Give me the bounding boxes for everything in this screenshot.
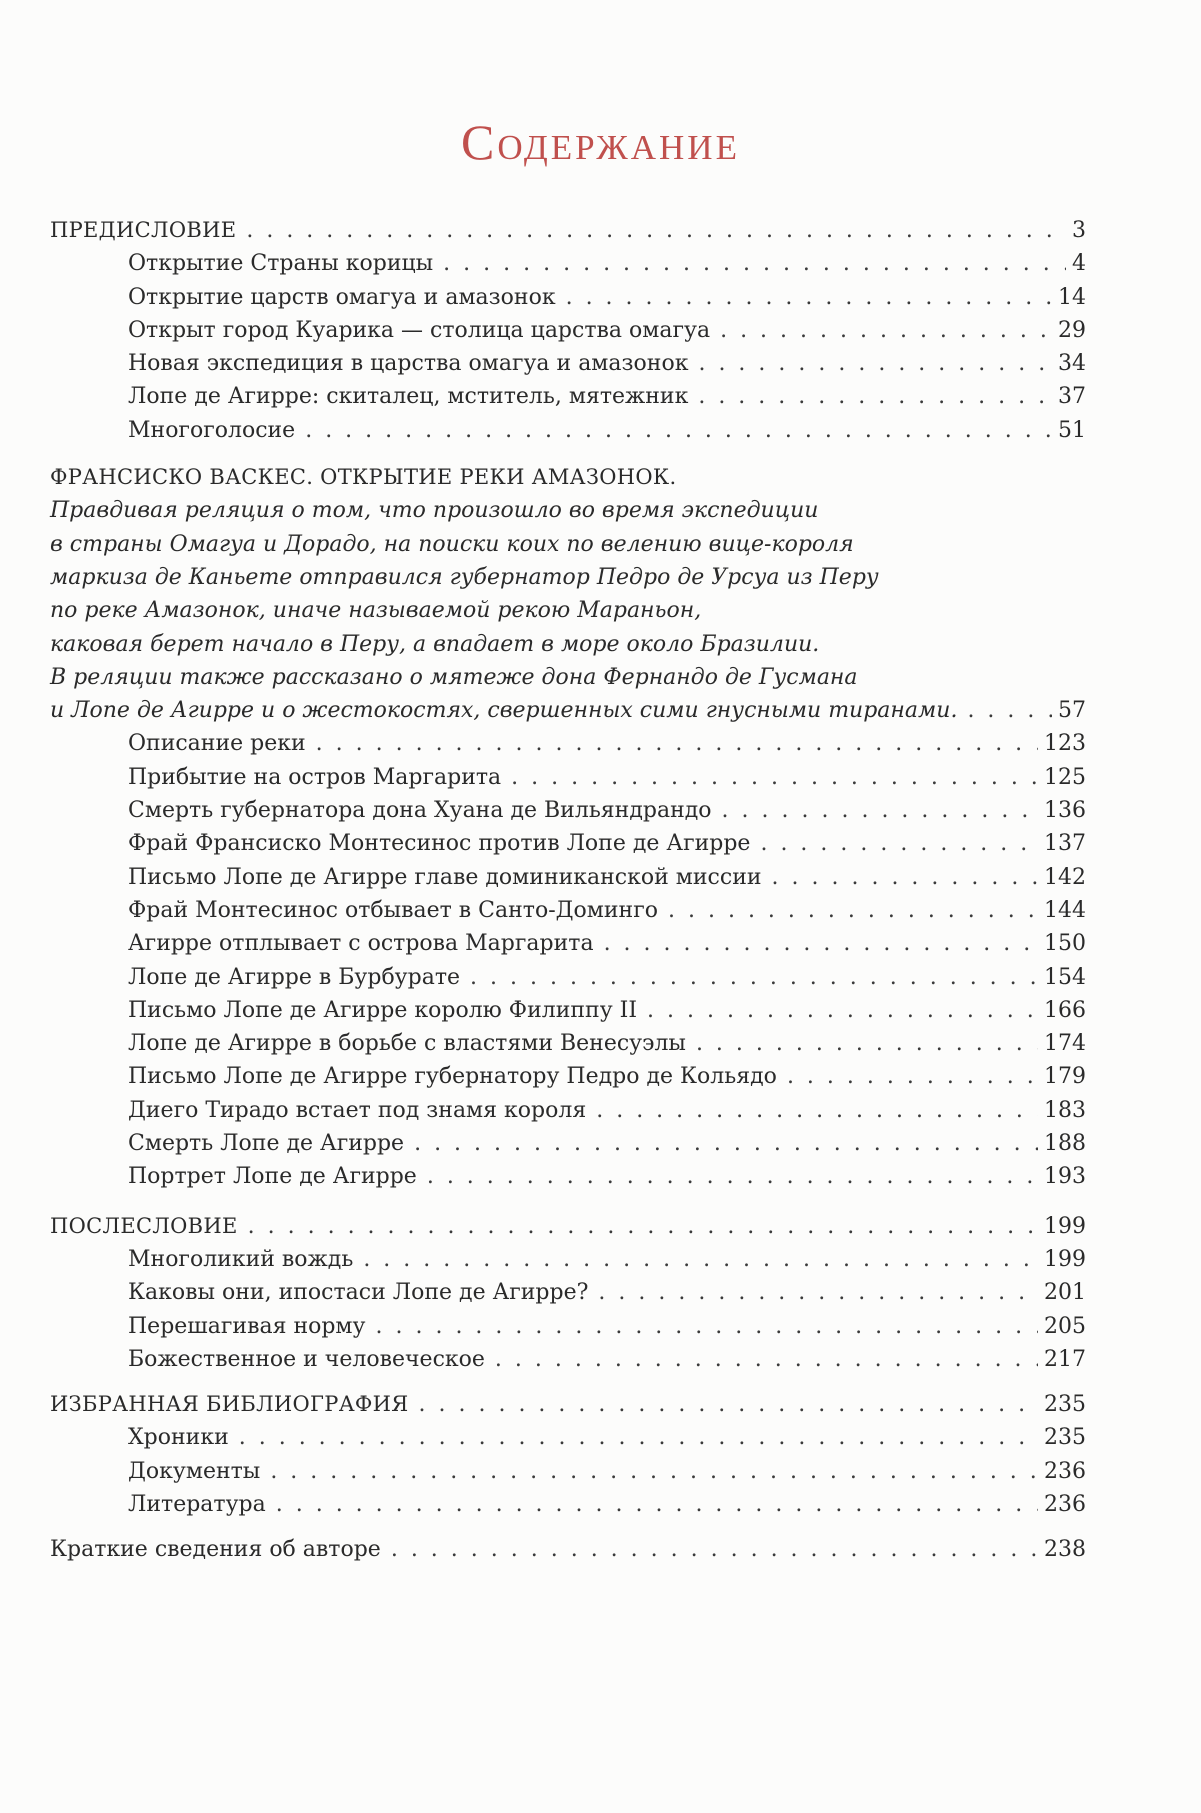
toc-subentry[interactable] [50,961,1086,994]
toc-entry-afterword[interactable] [50,1210,1086,1243]
toc-entry-label: Хроники [128,1425,229,1451]
dot-leader [596,1094,1038,1127]
dot-leader [722,794,1038,827]
dot-leader [276,1488,1038,1521]
toc-page-number: 51 [1058,417,1086,443]
toc-subentry[interactable] [50,1343,1086,1376]
toc-entry-author[interactable] [50,1533,1086,1566]
toc-entry-label: Перешагивая норму [128,1313,366,1339]
toc-subentry[interactable] [50,1310,1086,1343]
toc-page-number: 29 [1058,317,1086,343]
toc-page-number: 37 [1058,384,1086,410]
toc-subentry[interactable] [50,827,1086,860]
toc-page-number: 144 [1044,897,1086,923]
toc-subentry[interactable] [50,727,1086,760]
toc-page-number: 193 [1044,1164,1086,1190]
dot-leader [316,727,1038,760]
toc-entry-label: Письмо Лопе де Агирре королю Филиппу II [128,997,638,1023]
toc-entry-label: Лопе де Агирре в Бурбурате [128,964,461,990]
toc-entry-label: Многоликий вождь [128,1246,354,1272]
dot-leader [470,961,1038,994]
toc-subentry[interactable] [50,414,1086,447]
toc-entry-label: Краткие сведения об авторе [50,1537,381,1563]
toc-entry-label: Документы [128,1458,261,1484]
toc-page-number: 236 [1044,1458,1086,1484]
toc-page-number: 199 [1044,1213,1086,1239]
toc-subtitle-line: по реке Амазонок, иначе называемой рекою Мараньон, [50,598,702,624]
toc-entry-label: Смерть губернатора дона Хуана де Вильяндрандо [128,798,712,824]
toc-subentry[interactable] [50,1060,1086,1093]
toc-entry-label: Лопе де Агирре: скиталец, мститель, мятежник [128,384,689,410]
toc-page-number: 179 [1044,1064,1086,1090]
dot-leader [698,380,1052,413]
dot-leader [511,761,1038,794]
dot-leader [443,247,1066,280]
toc-entry-label: Открытие Страны корицы [128,251,434,277]
toc-entry-label: Многоголосие [128,417,296,443]
dot-leader [698,347,1052,380]
toc-subtitle-line: каковая берет начало в Перу, а впадает в море около Бразилии. [50,631,820,657]
toc-page-number: 183 [1044,1097,1086,1123]
toc-subentry[interactable] [50,794,1086,827]
toc-page-number: 236 [1044,1491,1086,1517]
toc-entry-label: Лопе де Агирре в борьбе с властями Венесуэлы [128,1031,686,1057]
toc-page-number: 174 [1044,1031,1086,1057]
toc-page-number: 34 [1058,351,1086,377]
toc-page-number: 199 [1044,1246,1086,1272]
toc-subentry[interactable] [50,927,1086,960]
dot-leader [787,1060,1038,1093]
toc-entry-label: Описание реки [128,731,306,757]
dot-leader [419,1388,1038,1421]
toc-subentry[interactable] [50,347,1086,380]
toc-subentry[interactable] [50,314,1086,347]
toc-entry-label: Прибытие на остров Маргарита [128,764,502,790]
toc-subentry[interactable] [50,281,1086,314]
toc-subentry[interactable] [50,247,1086,280]
toc-main-heading[interactable]: ФРАНСИСКО ВАСКЕС. ОТКРЫТИЕ РЕКИ АМАЗОНОК. [50,465,677,490]
toc-entry-label: Каковы они, ипостаси Лопе де Агирре? [128,1280,589,1306]
toc-page-number: 166 [1044,997,1086,1023]
dot-leader [967,694,1052,727]
toc-page-number: 3 [1072,218,1086,243]
toc-subentry[interactable] [50,994,1086,1027]
dot-leader [647,994,1038,1027]
toc-subtitle-last-line[interactable] [50,694,1086,727]
toc-entry-label: Новая экспедиция в царства омагуа и амазонок [128,351,689,377]
toc-subtitle-line: Правдивая реляция о том, что произошло во время экспедиции [50,498,819,524]
toc-entry-preface[interactable] [50,214,1086,247]
toc-subentry[interactable] [50,1027,1086,1060]
toc-subentry[interactable] [50,1488,1086,1521]
toc-entry-label: ИЗБРАННАЯ БИБЛИОГРАФИЯ [50,1392,409,1417]
table-of-contents [50,214,1086,1567]
section-spacer [50,447,1086,461]
toc-subentry[interactable] [50,1160,1086,1193]
section-spacer [50,1521,1086,1533]
toc-page-number: 201 [1044,1280,1086,1306]
section-spacer [50,1194,1086,1210]
dot-leader [414,1127,1038,1160]
dot-leader [305,414,1052,447]
toc-subentry[interactable] [50,1455,1086,1488]
toc-page-number: 217 [1044,1346,1086,1372]
toc-page-number: 125 [1044,764,1086,790]
toc-page-number: 188 [1044,1131,1086,1157]
toc-entry-label: Фрай Монтесинос отбывает в Санто-Доминго [128,897,658,923]
dot-leader [391,1533,1038,1566]
dot-leader [239,1421,1038,1454]
dot-leader [668,894,1038,927]
dot-leader [566,281,1052,314]
toc-page-number: 235 [1044,1425,1086,1451]
section-spacer [50,1376,1086,1388]
toc-page-number: 235 [1044,1392,1086,1418]
toc-page-number: 123 [1044,731,1086,757]
toc-entry-label: Литература [128,1491,266,1517]
dot-leader [760,827,1038,860]
toc-entry-label: Диего Тирадо встает под знамя короля [128,1097,587,1123]
toc-subentry[interactable] [50,1094,1086,1127]
toc-page-number: 14 [1058,284,1086,310]
toc-entry-label: Смерть Лопе де Агирре [128,1131,405,1157]
toc-page-number: 154 [1044,964,1086,990]
dot-leader [427,1160,1038,1193]
toc-subentry[interactable] [50,1243,1086,1276]
toc-subentry[interactable] [50,761,1086,794]
toc-page-number: 4 [1072,251,1086,277]
toc-subentry[interactable] [50,1127,1086,1160]
toc-entry-label: и Лопе де Агирре и о жестокостях, свершенных сими гнусными тиранами. [50,698,958,724]
dot-leader [246,214,1066,247]
toc-entry-label: ПРЕДИСЛОВИЕ [50,218,237,242]
toc-subentry[interactable] [50,894,1086,927]
toc-subentry[interactable] [50,380,1086,413]
toc-subentry[interactable] [50,1276,1086,1309]
dot-leader [720,314,1052,347]
dot-leader [363,1243,1038,1276]
toc-subtitle-line: в страны Омагуа и Дорадо, на поиски коих по велению вице-короля [50,531,854,557]
toc-entry-label: Письмо Лопе де Агирре главе доминиканской миссии [128,864,762,890]
toc-entry-bibliography[interactable] [50,1388,1086,1421]
toc-entry-label: Божественное и человеческое [128,1346,485,1372]
toc-entry-label: Открыт город Куарика — столица царства омагуа [128,317,711,343]
dot-leader [270,1455,1038,1488]
toc-subentry[interactable] [50,861,1086,894]
toc-page-number: 57 [1058,698,1086,724]
toc-entry-label: Агирре отплывает с острова Маргарита [128,931,594,957]
toc-entry-label: ПОСЛЕСЛОВИЕ [50,1213,238,1238]
toc-subtitle-line: маркиза де Каньете отправился губернатор Педро де Урсуа из Перу [50,564,879,590]
dot-leader [495,1343,1038,1376]
toc-page-number: 150 [1044,931,1086,957]
dot-leader [248,1210,1038,1243]
page-title: Содержание [461,114,740,170]
toc-subtitle-line: В реляции также рассказано о мятеже дона Фернандо де Гусмана [50,664,858,690]
dot-leader [696,1027,1038,1060]
dot-leader [604,927,1038,960]
toc-entry-label: Портрет Лопе де Агирре [128,1164,417,1190]
toc-page-number: 238 [1044,1537,1086,1563]
toc-entry-label: Открытие царств омагуа и амазонок [128,284,556,310]
toc-subentry[interactable] [50,1421,1086,1454]
toc-page-number: 205 [1044,1313,1086,1339]
dot-leader [598,1276,1038,1309]
toc-entry-label: Письмо Лопе де Агирре губернатору Педро де Кольядо [128,1064,777,1090]
dot-leader [772,861,1038,894]
toc-page-number: 136 [1044,798,1086,824]
dot-leader [376,1310,1039,1343]
toc-entry-label: Фрай Франсиско Монтесинос против Лопе де Агирре [128,831,751,857]
toc-page-number: 137 [1044,831,1086,857]
toc-page-number: 142 [1044,864,1086,890]
